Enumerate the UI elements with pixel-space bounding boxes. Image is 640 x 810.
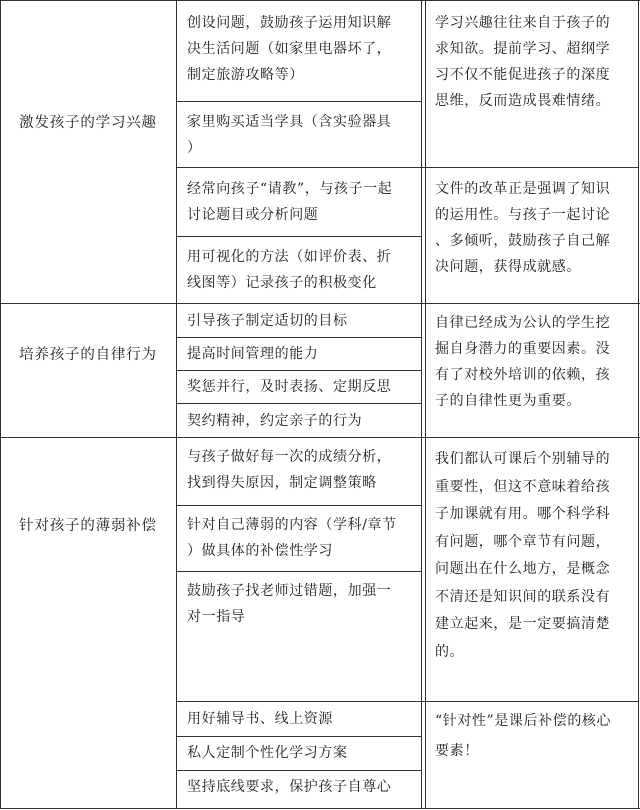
column-divider-action-b [425, 0, 426, 809]
action-item: 坚持底线要求，保护孩子自尊心 [187, 779, 392, 795]
action-item: 创设问题，鼓励孩子运用知识解 决生活问题（如家里电器坏了， 制定旅游攻略等） [187, 15, 392, 83]
action-item: 家里购买适当学具（含实验器具 ） [187, 114, 392, 156]
group-separator [176, 167, 639, 168]
table-border-right [638, 0, 639, 809]
row-separator [176, 101, 422, 102]
row-separator [176, 337, 422, 338]
row-separator [176, 236, 422, 237]
group-separator [176, 701, 639, 702]
category-label: 培养孩子的自律行为 [19, 347, 157, 363]
row-separator [176, 505, 422, 506]
column-divider-action-a [421, 0, 422, 809]
column-divider-category [176, 0, 177, 809]
note-text: 学习兴趣往往来自于孩子的 求知欲。提前学习、超纲学 习不仅不能促进孩子的深度 思维，反而造成畏难情绪。 [435, 15, 611, 109]
action-item: 奖惩并行，及时表扬、定期反思 [187, 379, 392, 395]
section-separator [0, 303, 640, 304]
table-border-bottom [0, 808, 640, 809]
action-item: 用好辅导书、线上资源 [187, 711, 333, 727]
note-text: “针对性”是课后补偿的核心 要素！ [435, 713, 612, 759]
row-separator [176, 770, 422, 771]
note-text: 我们都认可课后个别辅导的 重要性，但这不意味着给孩 子加课就有用。哪个科学科 有问题，哪个章节有问题， 问题出在什么地方，是概念 不清还是知识间的联系没有 建立起来，是一定要搞清楚 的。 [435, 451, 611, 660]
action-item: 用可视化的方法（如评价表、折 线图等）记录孩子的积极变化 [187, 249, 392, 291]
action-item: 经常向孩子“请教”，与孩子一起 讨论题目或分析问题 [187, 181, 393, 223]
section-separator [0, 437, 640, 438]
note-text: 自律已经成为公认的学生挖 掘自身潜力的重要因素。没 有了对校外培训的依赖，孩 子的自律性更为重要。 [435, 315, 611, 409]
action-item: 提高时间管理的能力 [187, 346, 319, 362]
note-text: 文件的改革正是强调了知识 的运用性。与孩子一起讨论 、多倾听，鼓励孩子自己解 决问题，获得成就感。 [435, 181, 611, 275]
row-separator [176, 403, 422, 404]
action-item: 与孩子做好每一次的成绩分析， 找到得失原因，制定调整策略 [187, 449, 392, 491]
row-separator [176, 571, 422, 572]
row-separator [176, 736, 422, 737]
action-item: 鼓励孩子找老师过错题，加强一 对一指导 [187, 583, 392, 625]
action-item: 引导孩子制定适切的目标 [187, 313, 348, 329]
category-label: 针对孩子的薄弱补偿 [19, 518, 157, 534]
row-separator [176, 370, 422, 371]
action-item: 私人定制个性化学习方案 [187, 745, 348, 761]
category-label: 激发孩子的学习兴趣 [19, 115, 157, 131]
action-item: 契约精神，约定亲子的行为 [187, 413, 363, 429]
table-border-top [0, 0, 640, 1]
action-item: 针对自己薄弱的内容（学科/章节 ）做具体的补偿性学习 [187, 517, 397, 559]
